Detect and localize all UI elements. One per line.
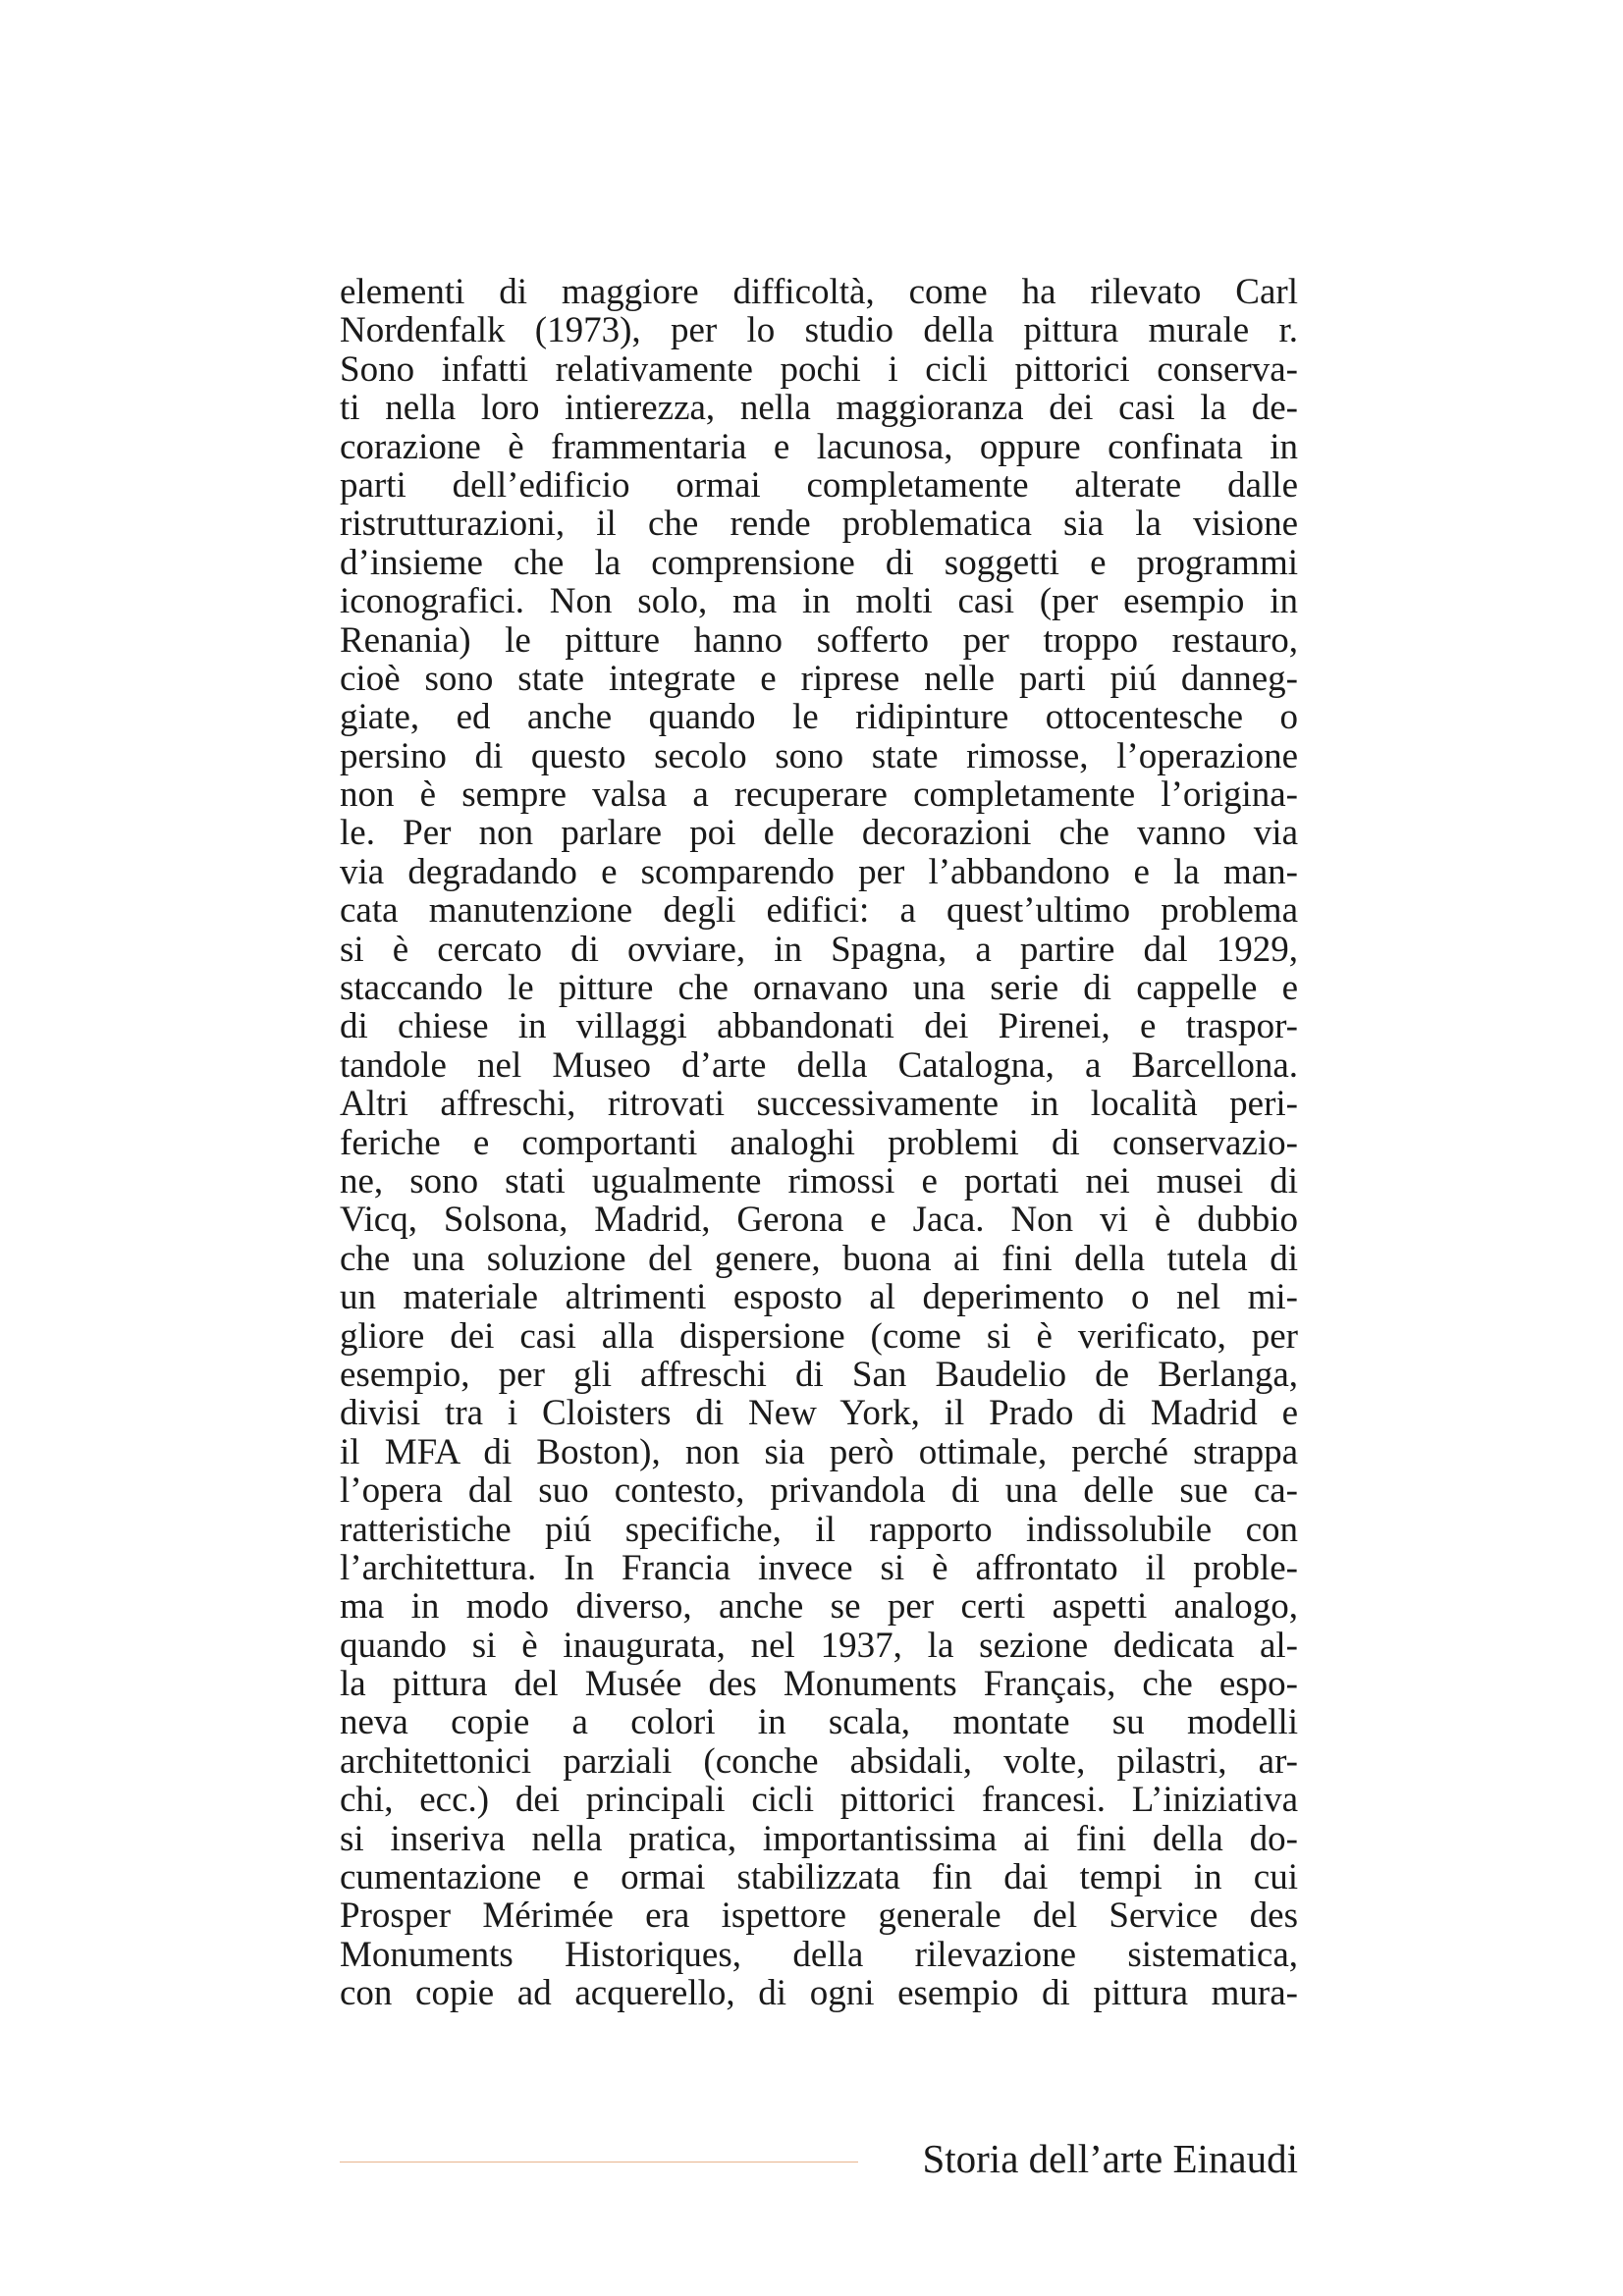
text-line: ratteristiche piú specifiche, il rapporto indissolubile con [340,1509,1298,1550]
text-line: gliore dei casi alla dispersione (come si è verificato, per [340,1315,1298,1357]
text-line: esempio, per gli affreschi di San Baudelio de Berlanga, [340,1354,1298,1395]
text-line: quando si è inaugurata, nel 1937, la sezione dedicata al- [340,1625,1298,1666]
text-line: elementi di maggiore difficoltà, come ha rilevato Carl [340,272,1298,312]
body-text [340,273,1298,2013]
text-line: ristrutturazioni, il che rende problematica sia la visione [340,504,1298,545]
text-line: l’opera dal suo contesto, privandola di una delle sue ca- [340,1470,1298,1512]
text-line: cioè sono state integrate e riprese nelle parti piú danneg- [340,658,1298,699]
text-line: giate, ed anche quando le ridipinture ottocentesche o [340,697,1298,738]
text-line: Nordenfalk (1973), per lo studio della pittura murale r. [340,310,1298,351]
text-line: chi, ecc.) dei principali cicli pittorici francesi. L’iniziativa [340,1780,1298,1821]
text-line: ne, sono stati ugualmente rimossi e portati nei musei di [340,1160,1298,1201]
text-line: il MFA di Boston), non sia però ottimale, perché strappa [340,1431,1298,1472]
text-line: la pittura del Musée des Monuments Français, che espo- [340,1664,1298,1705]
text-line: architettonici parziali (conche absidali, volte, pilastri, ar- [340,1740,1298,1782]
text-line: neva copie a colori in scala, montate su modelli [340,1702,1298,1743]
text-line: Vicq, Solsona, Madrid, Gerona e Jaca. Non vi è dubbio [340,1200,1298,1241]
text-line: Sono infatti relativamente pochi i cicli pittorici conserva- [340,348,1298,390]
text-line: le. Per non parlare poi delle decorazioni che vanno via [340,813,1298,854]
text-line: di chiese in villaggi abbandonati dei Pirenei, e traspor- [340,1006,1298,1047]
text-line: divisi tra i Cloisters di New York, il Prado di Madrid e [340,1393,1298,1434]
text-line: parti dell’edificio ormai completamente alterate dalle [340,464,1298,506]
text-line: d’insieme che la comprensione di soggetti e programmi [340,542,1298,583]
text-line: un materiale altrimenti esposto al deperimento o nel mi- [340,1277,1298,1318]
text-line: Altri affreschi, ritrovati successivamente in località peri- [340,1084,1298,1125]
text-line: con copie ad acquerello, di ogni esempio di pittura mura- [340,1973,1298,2014]
text-line: Monuments Historiques, della rilevazione sistematica, [340,1934,1298,1975]
text-line: corazione è frammentaria e lacunosa, oppure confinata in [340,426,1298,467]
text-line: ma in modo diverso, anche se per certi aspetti analogo, [340,1586,1298,1628]
text-line: l’architettura. In Francia invece si è affrontato il proble- [340,1547,1298,1588]
text-line: ti nella loro intierezza, nella maggioranza dei casi la de- [340,388,1298,429]
text-line: che una soluzione del genere, buona ai fini della tutela di [340,1238,1298,1279]
text-line: persino di questo secolo sono state rimosse, l’operazione [340,735,1298,776]
text-line: si è cercato di ovviare, in Spagna, a partire dal 1929, [340,929,1298,970]
text-line: cata manutenzione degli edifici: a quest’ultimo problema [340,890,1298,932]
text-line: Prosper Mérimée era ispettore generale del Service des [340,1896,1298,1937]
footer-rule [340,2162,858,2163]
footer-title: Storia dell’arte Einaudi [922,2136,1298,2181]
text-line: via degradando e scomparendo per l’abbandono e la man- [340,851,1298,892]
text-line: cumentazione e ormai stabilizzata fin dai tempi in cui [340,1857,1298,1898]
text-line: si inseriva nella pratica, importantissima ai fini della do- [340,1818,1298,1859]
text-line: tandole nel Museo d’arte della Catalogna, a Barcellona. [340,1044,1298,1086]
text-line: Renania) le pitture hanno sofferto per troppo restauro, [340,619,1298,661]
text-line: non è sempre valsa a recuperare completamente l’origina- [340,774,1298,816]
text-line: staccando le pitture che ornavano una serie di cappelle e [340,968,1298,1009]
text-line: iconografici. Non solo, ma in molti casi (per esempio in [340,581,1298,622]
text-line: feriche e comportanti analoghi problemi di conservazio- [340,1122,1298,1163]
